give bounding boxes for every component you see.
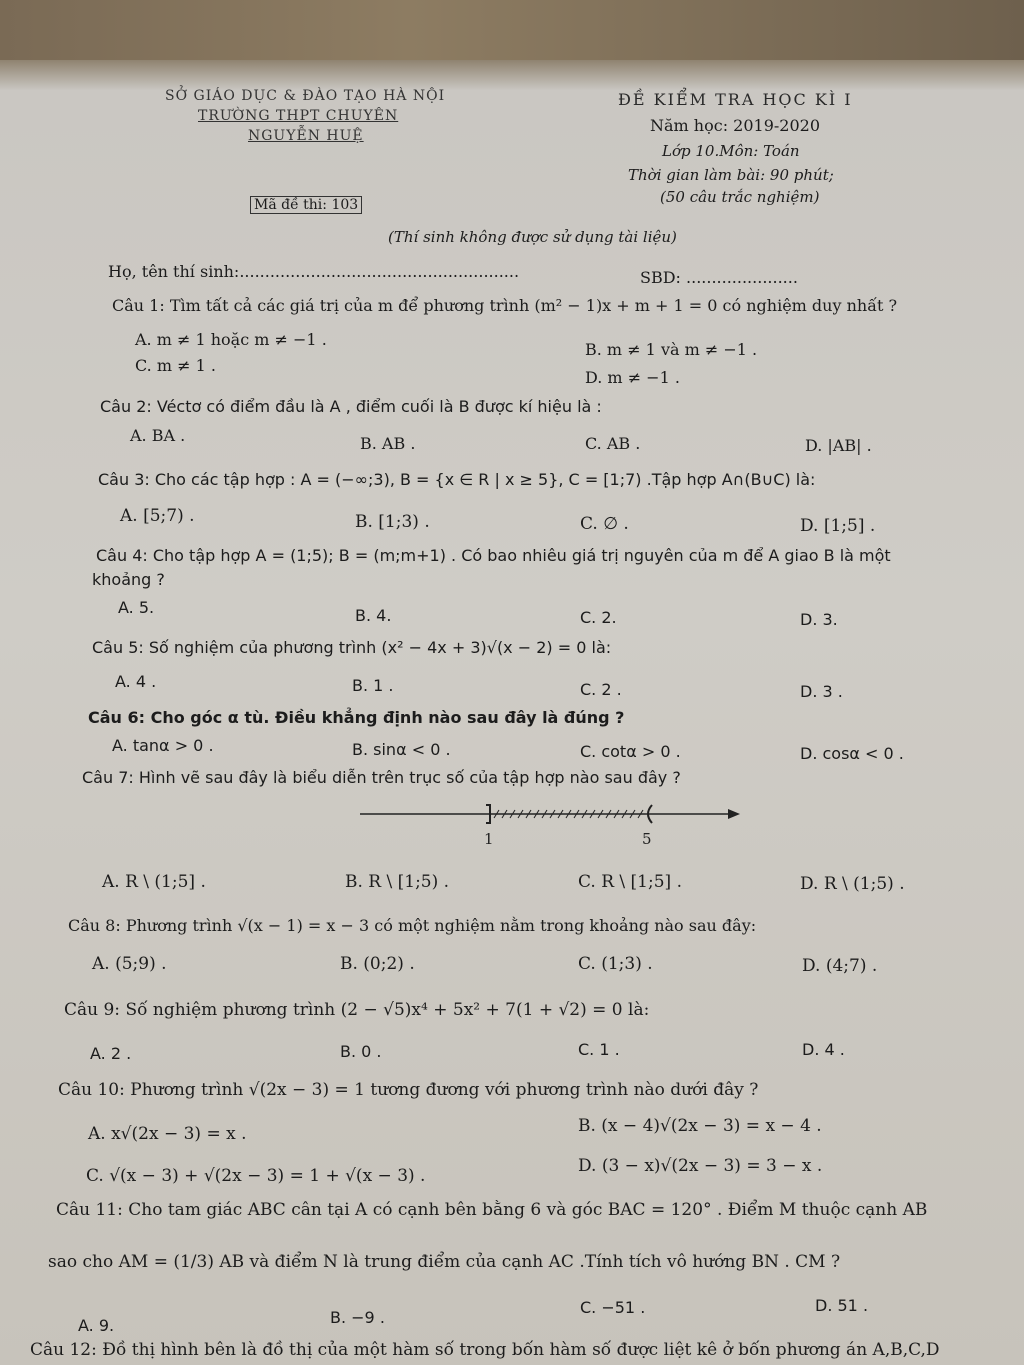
q1-option-b: B. m ≠ 1 và m ≠ −1 . (585, 340, 758, 359)
question-2-stem: Câu 2: Véctơ có điểm đầu là A , điểm cuối là B được kí hiệu là : (100, 397, 602, 416)
q11-option-b: B. −9 . (330, 1308, 385, 1327)
q3-option-a: A. [5;7) . (120, 506, 195, 526)
exam-code: Mã đề thi: 103 (250, 196, 362, 214)
q7-option-c: C. R \ [1;5] . (578, 872, 682, 892)
q4-option-d: D. 3. (800, 610, 838, 629)
question-12-stem: Câu 12: Đồ thị hình bên là đồ thị của một hàm số trong bốn hàm số được liệt kê ở bốn phương án A,B,C,D (30, 1340, 940, 1360)
question-11-stem-cont: sao cho AM = (1/3) AB và điểm N là trung điểm của cạnh AC .Tính tích vô hướng BN . CM ? (48, 1252, 841, 1272)
q5-option-c: C. 2 . (580, 680, 622, 699)
q8-option-d: D. (4;7) . (802, 956, 878, 976)
q7-option-d: D. R \ (1;5) . (800, 874, 905, 894)
q3-option-c: C. ∅ . (580, 514, 629, 534)
q5-option-b: B. 1 . (352, 676, 394, 695)
question-10-stem: Câu 10: Phương trình √(2x − 3) = 1 tương đương với phương trình nào dưới đây ? (58, 1080, 759, 1100)
q4-option-c: C. 2. (580, 608, 617, 627)
q2-option-a: A. BA . (130, 426, 186, 445)
q1-option-c: C. m ≠ 1 . (135, 356, 216, 375)
q6-option-c: C. cotα > 0 . (580, 742, 681, 761)
exam-title: ĐỀ KIỂM TRA HỌC KÌ I (618, 90, 853, 109)
question-4-stem-cont: khoảng ? (92, 570, 165, 589)
grade-subject: Lớp 10.Môn: Toán (662, 142, 800, 160)
q7-option-b: B. R \ [1;5) . (345, 872, 450, 892)
q4-option-b: B. 4. (355, 606, 392, 625)
sbd-line: SBD: ...................... (640, 268, 798, 287)
q4-option-a: A. 5. (118, 598, 155, 617)
q8-option-b: B. (0;2) . (340, 954, 415, 974)
q2-option-c: C. AB . (585, 434, 641, 453)
question-8-stem: Câu 8: Phương trình √(x − 1) = x − 3 có một nghiệm nằm trong khoảng nào sau đây: (68, 916, 757, 935)
q11-option-c: C. −51 . (580, 1298, 646, 1317)
q10-option-c: C. √(x − 3) + √(2x − 3) = 1 + √(x − 3) . (86, 1166, 426, 1186)
q5-option-d: D. 3 . (800, 682, 843, 701)
q6-option-d: D. cosα < 0 . (800, 744, 904, 763)
question-4-stem: Câu 4: Cho tập hợp A = (1;5); B = (m;m+1) . Có bao nhiêu giá trị nguyên của m để A giao B là một (96, 546, 891, 565)
number-line-label-5: 5 (642, 830, 652, 848)
q8-option-a: A. (5;9) . (92, 954, 167, 974)
q2-option-d: D. |AB| . (805, 436, 872, 455)
note: (Thí sinh không được sử dụng tài liệu) (388, 228, 677, 246)
q3-option-b: B. [1;3) . (355, 512, 430, 532)
question-5-stem: Câu 5: Số nghiệm của phương trình (x² − 4x + 3)√(x − 2) = 0 là: (92, 638, 612, 657)
q1-option-d: D. m ≠ −1 . (585, 368, 680, 387)
question-1-stem: Câu 1: Tìm tất cả các giá trị của m để phương trình (m² − 1)x + m + 1 = 0 có nghiệm duy nhất ? (112, 296, 898, 315)
q6-option-b: B. sinα < 0 . (352, 740, 451, 759)
school-name-2: NGUYỄN HUỆ (248, 128, 364, 144)
q10-option-a: A. x√(2x − 3) = x . (88, 1124, 247, 1144)
q9-option-d: D. 4 . (802, 1040, 845, 1059)
q7-option-a: A. R \ (1;5] . (102, 872, 206, 892)
question-9-stem: Câu 9: Số nghiệm phương trình (2 − √5)x⁴ + 5x² + 7(1 + √2) = 0 là: (64, 1000, 650, 1020)
question-count: (50 câu trắc nghiệm) (660, 188, 820, 206)
q10-option-b: B. (x − 4)√(2x − 3) = x − 4 . (578, 1116, 822, 1136)
q3-option-d: D. [1;5] . (800, 516, 876, 536)
q9-option-a: A. 2 . (90, 1044, 132, 1063)
q8-option-c: C. (1;3) . (578, 954, 653, 974)
number-line-label-1: 1 (484, 830, 494, 848)
question-3-stem: Câu 3: Cho các tập hợp : A = (−∞;3), B = {x ∈ R | x ≥ 5}, C = [1;7) .Tập hợp A∩(B∪C) là: (98, 470, 816, 489)
question-6-stem: Câu 6: Cho góc α tù. Điều khẳng định nào sau đây là đúng ? (88, 708, 625, 727)
school-name-1: TRƯỜNG THPT CHUYÊN (198, 108, 399, 124)
question-7-stem: Câu 7: Hình vẽ sau đây là biểu diễn trên trục số của tập hợp nào sau đây ? (82, 768, 681, 787)
q11-option-d: D. 51 . (815, 1296, 869, 1315)
candidate-name-line: Họ, tên thí sinh:....................................................... (108, 262, 520, 281)
q9-option-b: B. 0 . (340, 1042, 382, 1061)
time-limit: Thời gian làm bài: 90 phút; (628, 166, 834, 184)
q2-option-b: B. AB . (360, 434, 416, 453)
number-line-figure (360, 800, 740, 850)
q9-option-c: C. 1 . (578, 1040, 620, 1059)
background-shadow (0, 60, 1024, 90)
school-year: Năm học: 2019-2020 (650, 116, 821, 135)
dept-title: SỞ GIÁO DỤC & ĐÀO TẠO HÀ NỘI (165, 88, 446, 104)
q10-option-d: D. (3 − x)√(2x − 3) = 3 − x . (578, 1156, 823, 1176)
q6-option-a: A. tanα > 0 . (112, 736, 214, 755)
q1-option-a: A. m ≠ 1 hoặc m ≠ −1 . (135, 330, 327, 349)
question-11-stem: Câu 11: Cho tam giác ABC cân tại A có cạnh bên bằng 6 và góc BAC = 120° . Điểm M thuộc cạnh AB (56, 1200, 928, 1220)
arrow-right-icon (728, 809, 740, 819)
q5-option-a: A. 4 . (115, 672, 157, 691)
q11-option-a: A. 9. (78, 1316, 115, 1335)
